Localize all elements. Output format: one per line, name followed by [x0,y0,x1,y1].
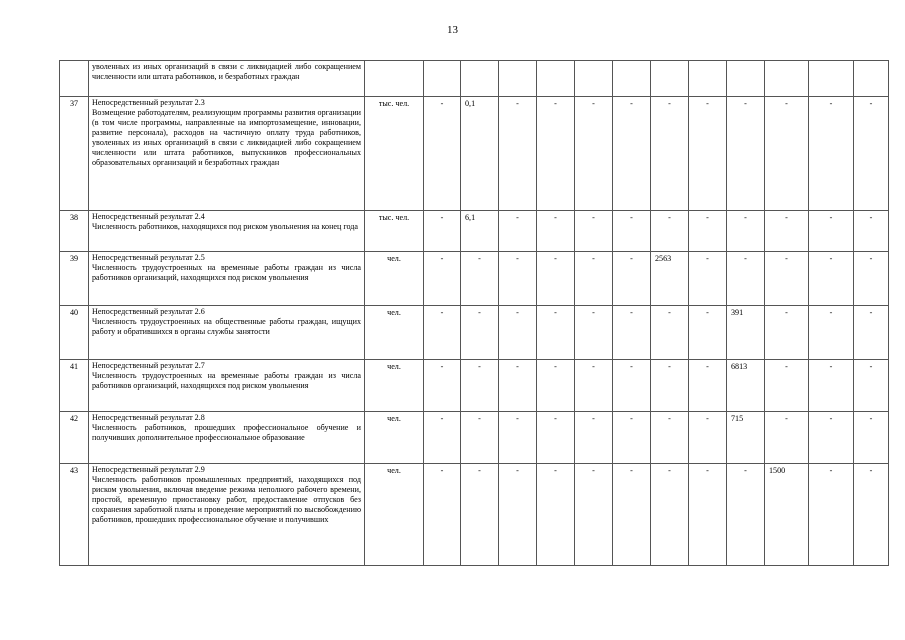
indicator-description: Численность трудоустроенных на временные работы граждан из числа работников организаций, находящихся под риском увольнения [92,371,361,390]
value-cell: - [651,97,689,211]
table-body [60,61,889,566]
value-cell: - [461,360,499,412]
value-cell: - [727,211,765,252]
indicator-description: Численность трудоустроенных на временные работы граждан из числа работников организаций, находящихся под риском увольнения [92,263,361,282]
page-number: 13 [447,24,458,36]
value-cell: - [651,306,689,360]
row-number: 41 [60,360,89,412]
indicator-title: Непосредственный результат 2.3 [92,98,205,107]
indicator-description: Численность трудоустроенных на общественные работы граждан, ищущих работу и обратившихся в органы службы занятости [92,317,361,336]
value-cell: - [689,306,727,360]
value-cell: - [575,412,613,464]
indicator-description: Численность работников, находящихся под риском увольнения на конец года [92,222,359,231]
value-cell: - [575,97,613,211]
indicator-cell [89,97,365,211]
value-cell: - [499,97,537,211]
indicator-title: Непосредственный результат 2.9 [92,465,205,474]
value-cell: - [727,97,765,211]
table-row [60,252,889,306]
table-row [60,412,889,464]
value-cell [575,61,613,97]
value-cell: - [765,412,809,464]
value-cell: - [424,252,461,306]
table-row [60,306,889,360]
value-cell [537,61,575,97]
value-cell: - [765,360,809,412]
indicator-description: Численность работников промышленных предприятий, находящихся под риском увольнения, включая введение режима неполного рабочего времени, простой, временную приостановку работ, предоставление отпусков без сохранения заработной платы и проведение мероприятий по высвобождению работников, прошедших профессиональное обучение и получивших [92,475,361,524]
value-cell: 6,1 [461,211,499,252]
value-cell: - [499,211,537,252]
table-row-continuation [60,61,889,97]
value-cell: - [613,464,651,566]
value-cell: - [809,412,854,464]
value-cell: - [765,252,809,306]
indicator-cell [89,360,365,412]
value-cell: - [613,97,651,211]
value-cell: - [651,464,689,566]
indicator-description: Численность работников, прошедших профессиональное обучение и получивших дополнительное профессиональное образование [92,423,361,442]
value-cell [689,61,727,97]
value-cell: - [689,412,727,464]
value-cell: - [575,464,613,566]
value-cell: - [537,306,575,360]
value-cell: - [689,211,727,252]
value-cell: - [727,252,765,306]
value-cell: - [461,306,499,360]
value-cell [727,61,765,97]
value-cell [461,61,499,97]
value-cell: - [461,464,499,566]
table-row [60,360,889,412]
value-cell: - [809,97,854,211]
row-number: 42 [60,412,89,464]
value-cell: - [499,306,537,360]
value-cell: - [613,412,651,464]
value-cell: - [613,252,651,306]
value-cell: - [727,464,765,566]
value-cell: - [499,252,537,306]
indicator-cell [89,211,365,252]
value-cell [499,61,537,97]
value-cell: - [537,97,575,211]
unit-cell: чел. [365,464,424,566]
unit-cell: чел. [365,412,424,464]
value-cell: - [461,252,499,306]
row-number: 39 [60,252,89,306]
value-cell: - [765,211,809,252]
value-cell: - [689,360,727,412]
indicator-cell [89,252,365,306]
value-cell: - [809,306,854,360]
row-number [60,61,89,97]
value-cell: - [499,412,537,464]
value-cell: - [575,360,613,412]
unit-cell: чел. [365,360,424,412]
value-cell: - [575,252,613,306]
indicator-cell [89,464,365,566]
indicator-title: Непосредственный результат 2.4 [92,212,205,221]
value-cell: - [424,412,461,464]
unit-cell: чел. [365,306,424,360]
value-cell [424,61,461,97]
indicator-title: Непосредственный результат 2.7 [92,361,205,370]
table-row [60,97,889,211]
value-cell: - [537,464,575,566]
row-number: 43 [60,464,89,566]
row-number: 37 [60,97,89,211]
unit-cell [365,61,424,97]
value-cell: - [424,97,461,211]
value-cell [765,61,809,97]
value-cell: - [575,306,613,360]
indicator-cell [89,306,365,360]
indicator-description: Возмещение работодателям, реализующим программы развития организации (в том числе программы, направленные на импортозамещение, инновации, развитие персонала), расходов на частичную оплату труда работников, уволенных из иных организаций в связи с ликвидацией либо сокращением численности или штата работников, выпускников профессиональных образовательных организаций и безработных граждан [92,108,361,167]
value-cell: - [765,306,809,360]
value-cell [809,61,854,97]
value-cell: - [854,306,889,360]
unit-cell: тыс. чел. [365,211,424,252]
value-cell: - [424,464,461,566]
value-cell [613,61,651,97]
value-cell: - [689,464,727,566]
value-cell: - [854,412,889,464]
value-cell: 6813 [727,360,765,412]
value-cell: - [499,464,537,566]
value-cell: - [537,360,575,412]
indicator-cell [89,412,365,464]
table-row [60,211,889,252]
value-cell: 0,1 [461,97,499,211]
results-table [59,60,889,566]
value-cell: - [613,360,651,412]
value-cell: 391 [727,306,765,360]
value-cell: - [854,360,889,412]
unit-cell: тыс. чел. [365,97,424,211]
value-cell: - [424,211,461,252]
value-cell: - [809,211,854,252]
indicator-title: Непосредственный результат 2.5 [92,253,205,262]
value-cell: - [461,412,499,464]
value-cell: 715 [727,412,765,464]
value-cell [651,61,689,97]
row-number: 38 [60,211,89,252]
value-cell: - [613,306,651,360]
value-cell: 1500 [765,464,809,566]
unit-cell: чел. [365,252,424,306]
row-number: 40 [60,306,89,360]
value-cell: - [651,412,689,464]
indicator-title: Непосредственный результат 2.8 [92,413,205,422]
indicator-title: Непосредственный результат 2.6 [92,307,205,316]
value-cell: - [424,360,461,412]
indicator-description: уволенных из иных организаций в связи с ликвидацией либо сокращением численности или штата работников, и безработных граждан [92,62,361,81]
value-cell: - [854,464,889,566]
value-cell: 2563 [651,252,689,306]
value-cell: - [854,252,889,306]
table-row [60,464,889,566]
value-cell: - [809,252,854,306]
value-cell: - [854,211,889,252]
value-cell: - [809,360,854,412]
value-cell: - [809,464,854,566]
value-cell: - [651,211,689,252]
value-cell: - [689,252,727,306]
value-cell: - [613,211,651,252]
value-cell: - [537,252,575,306]
value-cell [854,61,889,97]
value-cell: - [854,97,889,211]
value-cell: - [537,211,575,252]
value-cell: - [765,97,809,211]
value-cell: - [424,306,461,360]
value-cell: - [537,412,575,464]
value-cell: - [575,211,613,252]
value-cell: - [651,360,689,412]
value-cell: - [689,97,727,211]
indicator-cell [89,61,365,97]
value-cell: - [499,360,537,412]
